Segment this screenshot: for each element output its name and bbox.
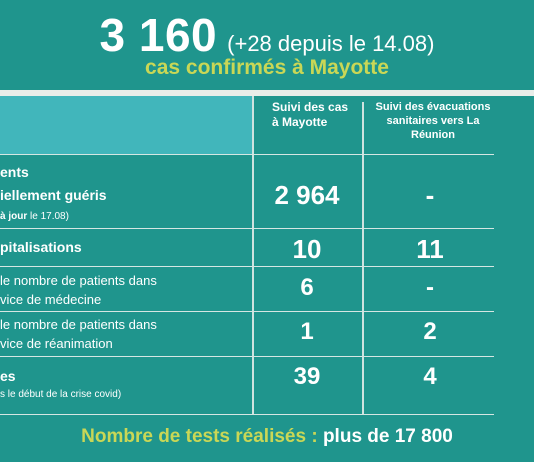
row-label-medicine-line2: vice de médecine xyxy=(0,292,102,307)
row-label-reanimation-line1: le nombre de patients dans xyxy=(0,317,157,332)
row-label-medicine-line1: le nombre de patients dans xyxy=(0,273,157,288)
row-note-deaths: s le début de la crise covid) xyxy=(0,389,122,400)
value-medicine-evacuations: - xyxy=(426,274,434,301)
value-hospitalisations-mayotte: 10 xyxy=(292,234,322,264)
label-column-header-band xyxy=(0,96,252,154)
row-divider xyxy=(0,414,494,415)
row-note-recovered: à jour le 17.08) xyxy=(0,211,69,222)
confirmed-delta: (+28 depuis le 14.08) xyxy=(227,31,435,56)
column-header-evacuations: Suivi des évacuations sanitaires vers La Réunion xyxy=(375,101,491,141)
value-recovered-evacuations: - xyxy=(425,180,435,210)
row-divider xyxy=(0,228,494,229)
value-medicine-mayotte: 6 xyxy=(300,274,314,301)
row-divider xyxy=(0,154,494,155)
row-divider xyxy=(0,266,494,267)
value-deaths-mayotte: 39 xyxy=(293,363,321,390)
row-label-reanimation-line2: vice de réanimation xyxy=(0,336,113,351)
tests-label: Nombre de tests réalisés : xyxy=(81,426,318,447)
value-hospitalisations-evacuations: 11 xyxy=(416,234,444,264)
column-divider-right xyxy=(362,102,364,414)
value-deaths-evacuations: 4 xyxy=(423,363,437,390)
confirmed-count: 3 160 xyxy=(99,9,218,61)
column-header-mayotte: Suivi des cas à Mayotte xyxy=(272,100,349,129)
row-divider xyxy=(0,356,494,357)
row-divider xyxy=(0,311,494,312)
column-divider-left xyxy=(252,96,254,414)
headline-subtitle: cas confirmés à Mayotte xyxy=(145,56,389,79)
row-label-recovered-line1: ents xyxy=(0,164,29,180)
value-recovered-mayotte: 2 964 xyxy=(274,180,340,210)
tests-value: plus de 17 800 xyxy=(322,426,453,447)
row-label-recovered-line2: iellement guéris xyxy=(0,187,107,203)
tests-summary xyxy=(0,426,534,448)
row-label-deaths: es xyxy=(0,368,16,384)
row-label-hospitalisations: pitalisations xyxy=(0,239,82,255)
value-reanimation-evacuations: 2 xyxy=(423,318,437,345)
headline xyxy=(0,8,534,62)
value-reanimation-mayotte: 1 xyxy=(300,318,314,345)
